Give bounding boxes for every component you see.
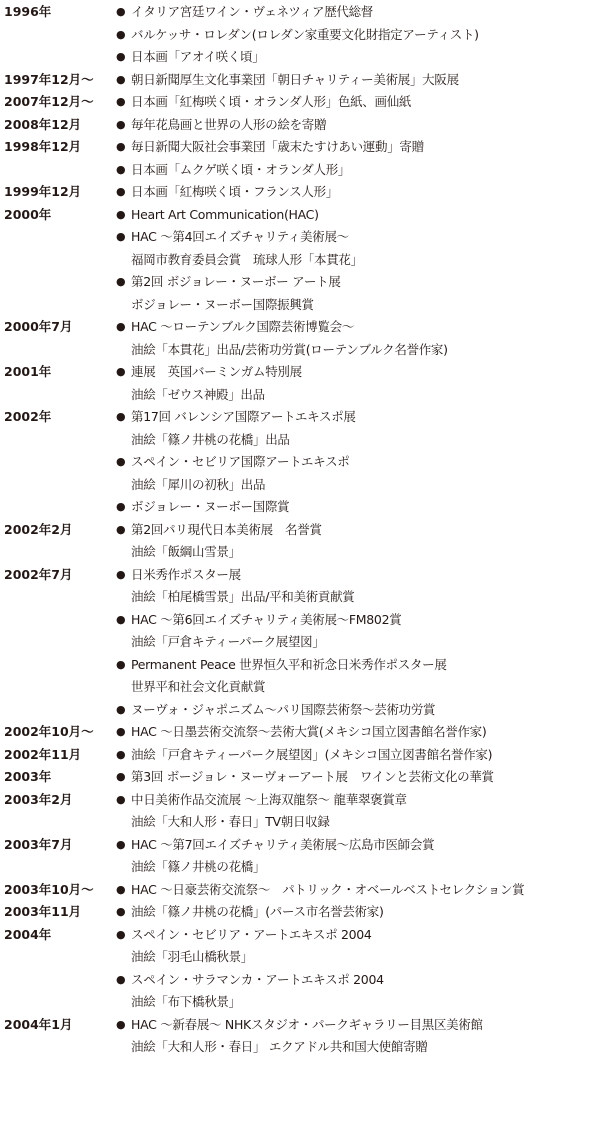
bullet-icon: ● xyxy=(116,770,126,783)
history-row xyxy=(0,1036,600,1059)
history-row xyxy=(0,181,600,204)
history-row xyxy=(0,159,600,182)
history-row xyxy=(0,474,600,497)
bullet-icon: ● xyxy=(116,1017,126,1031)
bullet-icon: ● xyxy=(116,927,126,941)
history-item xyxy=(116,91,600,114)
bullet-icon: ● xyxy=(116,365,126,378)
history-row xyxy=(0,294,600,317)
history-text: 油絵「羽毛山橋秋景」 xyxy=(131,949,254,964)
history-item xyxy=(116,789,600,812)
history-text: HAC 〜日豪芸術交流祭〜 パトリック・オベールベストセレクション賞 xyxy=(131,881,525,897)
history-item xyxy=(116,24,600,47)
history-year: 2000年7月 xyxy=(4,319,73,334)
bullet-icon: ● xyxy=(116,410,126,423)
history-year: 2001年 xyxy=(4,364,52,379)
history-item xyxy=(116,879,600,902)
history-text: 油絵「戸倉キティーパーク展望図」 xyxy=(131,634,325,649)
history-year: 2002年7月 xyxy=(4,566,73,582)
history-row xyxy=(0,114,600,137)
history-row xyxy=(0,249,600,272)
history-item xyxy=(116,766,600,789)
bullet-icon: ● xyxy=(116,72,126,86)
history-item xyxy=(116,361,600,384)
history-row xyxy=(0,879,600,902)
history-item xyxy=(116,159,600,182)
bullet-icon: ● xyxy=(116,185,126,198)
history-item xyxy=(116,249,600,272)
bullet-icon: ● xyxy=(116,162,126,176)
history-row xyxy=(0,69,600,92)
history-year: 2004年 xyxy=(4,926,52,942)
history-item xyxy=(116,271,600,294)
history-text: 中日美術作品交流展 〜上海双龍祭〜 龍華翠褒賞章 xyxy=(131,791,407,807)
history-item xyxy=(116,969,600,992)
history-text: スペイン・サラマンカ・アートエキスポ 2004 xyxy=(131,971,384,987)
history-text: HAC 〜新春展〜 NHKスタジオ・パークギャラリー目黒区美術館 xyxy=(131,1016,483,1032)
history-text: 油絵「篠ノ井桃の花橋」(パース市名誉芸術家) xyxy=(131,904,384,919)
bullet-icon: ● xyxy=(116,95,126,108)
history-item xyxy=(116,429,600,452)
history-row xyxy=(0,811,600,834)
history-year: 1999年12月 xyxy=(4,184,82,199)
history-text: 油絵「大和人形・春日」TV朝日収録 xyxy=(131,814,330,829)
history-year: 2003年 xyxy=(4,769,52,784)
bullet-icon: ● xyxy=(116,702,126,716)
history-year: 2000年 xyxy=(4,206,52,222)
history-year: 2003年10月〜 xyxy=(4,881,94,897)
history-item xyxy=(116,226,600,249)
history-text: 世界平和社会文化貢献賞 xyxy=(131,679,266,694)
history-text: ボジョレー・ヌーボー国際振興賞 xyxy=(131,296,314,312)
history-text: HAC 〜第6回エイズチャリティ美術展〜FM802賞 xyxy=(131,611,402,627)
history-item xyxy=(116,316,600,339)
history-row xyxy=(0,654,600,677)
history-item xyxy=(116,924,600,947)
history-text: スペイン・セビリア・アートエキスポ 2004 xyxy=(131,926,372,942)
history-text: Heart Art Communication(HAC) xyxy=(131,206,319,222)
history-item xyxy=(116,181,600,204)
history-text: 毎年花鳥画と世界の人形の絵を寄贈 xyxy=(131,116,327,132)
history-item xyxy=(116,1014,600,1037)
history-row xyxy=(0,24,600,47)
history-item xyxy=(116,744,600,767)
history-text: 朝日新聞厚生文化事業団「朝日チャリティー美術展」大阪展 xyxy=(131,71,459,87)
history-item xyxy=(116,856,600,879)
history-row xyxy=(0,834,600,857)
history-text: HAC 〜第7回エイズチャリティ美術展〜広島市医師会賞 xyxy=(131,836,435,852)
history-row xyxy=(0,271,600,294)
history-item xyxy=(116,114,600,137)
history-text: HAC 〜第4回エイズチャリティ美術展〜 xyxy=(131,229,349,244)
history-text: 福岡市教育委員会賞 琉球人形「本貫花」 xyxy=(131,251,363,267)
history-row xyxy=(0,204,600,227)
history-year: 1998年12月 xyxy=(4,139,82,154)
history-year: 2003年11月 xyxy=(4,904,82,919)
history-row xyxy=(0,969,600,992)
bullet-icon: ● xyxy=(116,275,126,288)
history-item xyxy=(116,699,600,722)
history-item xyxy=(116,991,600,1014)
history-row xyxy=(0,609,600,632)
history-item xyxy=(116,384,600,407)
history-year: 1996年 xyxy=(4,4,52,19)
bullet-icon: ● xyxy=(116,657,126,671)
history-item xyxy=(116,519,600,542)
history-item xyxy=(116,46,600,69)
history-row xyxy=(0,856,600,879)
history-year: 2002年 xyxy=(4,409,52,424)
history-year: 2003年7月 xyxy=(4,836,73,852)
history-row xyxy=(0,451,600,474)
history-row xyxy=(0,744,600,767)
history-item xyxy=(116,136,600,159)
history-text: スペイン・セビリア国際アートエキスポ xyxy=(131,454,350,469)
history-text: 第2回 ボジョレー・ヌーボー アート展 xyxy=(131,274,341,289)
history-text: HAC 〜日墨芸術交流祭〜芸術大賞(メキシコ国立図書館名誉作家) xyxy=(131,724,487,739)
history-text: 油絵「飯綱山雪景」 xyxy=(131,544,241,559)
history-row xyxy=(0,46,600,69)
history-text: バルケッサ・ロレダン(ロレダン家重要文化財指定アーティスト) xyxy=(131,26,479,42)
history-year: 2002年10月〜 xyxy=(4,724,94,739)
history-row xyxy=(0,91,600,114)
history-text: 油絵「ゼウス神殿」出品 xyxy=(131,386,265,402)
history-row xyxy=(0,766,600,789)
history-text: HAC 〜ローテンブルク国際芸術博覧会〜 xyxy=(131,319,355,334)
bullet-icon: ● xyxy=(116,5,126,18)
history-year: 2003年2月 xyxy=(4,791,73,807)
bullet-icon: ● xyxy=(116,522,126,536)
history-row xyxy=(0,789,600,812)
history-row xyxy=(0,384,600,407)
bullet-icon: ● xyxy=(116,207,126,221)
history-row xyxy=(0,226,600,249)
bullet-icon: ● xyxy=(116,882,126,896)
bullet-icon: ● xyxy=(116,140,126,153)
bullet-icon: ● xyxy=(116,725,126,738)
history-text: ボジョレー・ヌーボー国際賞 xyxy=(131,499,290,514)
history-text: 油絵「布下橋秋景」 xyxy=(131,994,241,1009)
history-year: 2002年11月 xyxy=(4,746,82,762)
history-row xyxy=(0,721,600,744)
history-item xyxy=(116,339,600,362)
history-item xyxy=(116,609,600,632)
history-item xyxy=(116,406,600,429)
history-text: 第3回 ボージョレ・ヌーヴォーアート展 ワインと芸術文化の華賞 xyxy=(131,769,494,784)
history-row xyxy=(0,901,600,924)
history-text: 毎日新聞大阪社会事業団「歳末たすけあい運動」寄贈 xyxy=(131,139,424,154)
history-row xyxy=(0,564,600,587)
history-item xyxy=(116,294,600,317)
bullet-icon: ● xyxy=(116,747,126,761)
history-text: 油絵「大和人形・春日」 エクアドル共和国大使館寄贈 xyxy=(131,1039,428,1054)
history-text: 日本画「アオイ咲く頃」 xyxy=(131,49,265,64)
history-row xyxy=(0,406,600,429)
bullet-icon: ● xyxy=(116,972,126,986)
history-row xyxy=(0,136,600,159)
history-text: イタリア宮廷ワイン・ヴェネツィア歴代総督 xyxy=(131,4,374,19)
bullet-icon: ● xyxy=(116,905,126,918)
bullet-icon: ● xyxy=(116,320,126,333)
bullet-icon: ● xyxy=(116,500,126,513)
history-row xyxy=(0,991,600,1014)
bullet-icon: ● xyxy=(116,50,126,63)
history-row xyxy=(0,519,600,542)
history-row xyxy=(0,339,600,362)
history-item xyxy=(116,496,600,519)
history-text: 第2回パリ現代日本美術展 名誉賞 xyxy=(131,521,322,537)
bullet-icon: ● xyxy=(116,230,126,243)
history-text: 油絵「篠ノ井桃の花橋」 xyxy=(131,859,266,874)
history-year: 2002年2月 xyxy=(4,521,73,537)
history-item xyxy=(116,654,600,677)
bullet-icon: ● xyxy=(116,837,126,851)
history-text: 日本画「紅梅咲く頃・フランス人形」 xyxy=(131,184,339,199)
history-text: 日米秀作ポスター展 xyxy=(131,566,241,582)
history-text: 油絵「柏尾橋雪景」出品/平和美術貢献賞 xyxy=(131,589,355,604)
history-year: 2008年12月 xyxy=(4,116,82,132)
bullet-icon: ● xyxy=(116,27,126,41)
history-item xyxy=(116,69,600,92)
history-item xyxy=(116,204,600,227)
history-text: 日本画「紅梅咲く頃・オランダ人形」色紙、画仙紙 xyxy=(131,94,412,109)
history-row xyxy=(0,496,600,519)
history-row xyxy=(0,361,600,384)
history-text: ヌーヴォ・ジャポニズム〜パリ国際芸術祭〜芸術功労賞 xyxy=(131,701,436,717)
history-item xyxy=(116,631,600,654)
bullet-icon: ● xyxy=(116,455,126,468)
history-item xyxy=(116,834,600,857)
bullet-icon: ● xyxy=(116,792,126,806)
history-item xyxy=(116,564,600,587)
history-text: 油絵「犀川の初秋」出品 xyxy=(131,476,266,492)
history-item xyxy=(116,1036,600,1059)
history-row xyxy=(0,676,600,699)
history-row xyxy=(0,631,600,654)
history-row xyxy=(0,586,600,609)
history-text: 油絵「本貫花」出品/芸術功労賞(ローテンブルク名誉作家) xyxy=(131,341,448,357)
history-item xyxy=(116,811,600,834)
history-row xyxy=(0,924,600,947)
history-text: 油絵「戸倉キティーパーク展望図」(メキシコ国立図書館名誉作家) xyxy=(131,746,493,762)
history-text: 油絵「篠ノ井桃の花橋」出品 xyxy=(131,431,290,447)
history-item xyxy=(116,586,600,609)
history-year: 2004年1月 xyxy=(4,1016,73,1032)
history-item xyxy=(116,946,600,969)
history-text: 連展 英国バーミンガム特別展 xyxy=(131,364,302,379)
history-row xyxy=(0,316,600,339)
history-item xyxy=(116,451,600,474)
history-text: Permanent Peace 世界恒久平和祈念日米秀作ポスター展 xyxy=(131,656,447,672)
history-row xyxy=(0,429,600,452)
history-item xyxy=(116,676,600,699)
history-text: 日本画「ムクゲ咲く頃・オランダ人形」 xyxy=(131,161,351,177)
history-row xyxy=(0,1014,600,1037)
bullet-icon: ● xyxy=(116,612,126,626)
history-item xyxy=(116,901,600,924)
history-row xyxy=(0,1,600,24)
history-year: 2007年12月〜 xyxy=(4,94,94,109)
history-item xyxy=(116,721,600,744)
history-row xyxy=(0,541,600,564)
history-item xyxy=(116,474,600,497)
history-item xyxy=(116,541,600,564)
history-year: 1997年12月〜 xyxy=(4,71,94,87)
history-row xyxy=(0,699,600,722)
history-text: 第17回 バレンシア国際アートエキスポ展 xyxy=(131,409,356,424)
history-row xyxy=(0,946,600,969)
bullet-icon: ● xyxy=(116,567,126,581)
history-item xyxy=(116,1,600,24)
bullet-icon: ● xyxy=(116,117,126,131)
